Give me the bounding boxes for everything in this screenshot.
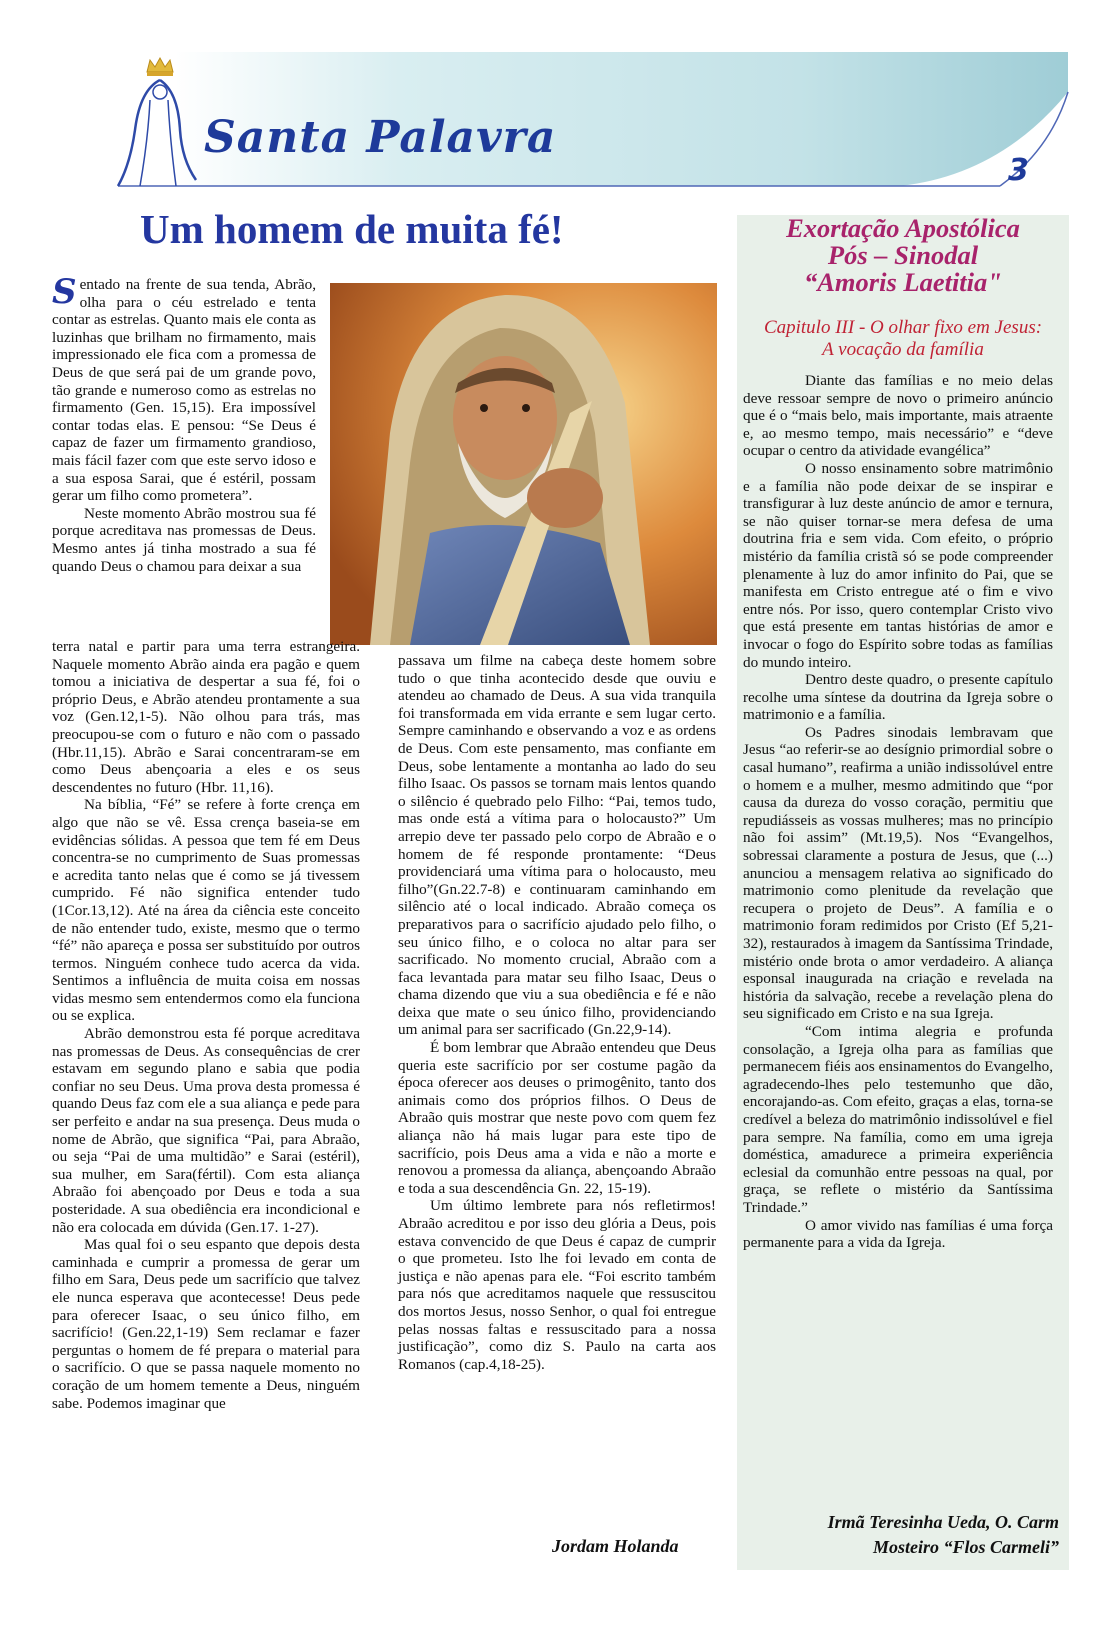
crown-icon (147, 58, 173, 76)
virgin-mary-outline-icon (0, 0, 210, 205)
logo-text: Santa Palavra (204, 112, 557, 163)
article-author: Jordam Holanda (552, 1536, 679, 1556)
drop-cap: S (52, 272, 77, 312)
sidebar-paragraph: “Com intima alegria e profunda consolação, a Igreja olha para as famílias que permanecem fiéis aos ensinamentos do Evangelho, agradecendo-lhes pelo testemunho que dão, encorajando-as. Com efeito, graças a elas, torna-se credível a beleza do matrimônio indissolúvel e fiel para sempre. Na família, como em uma igreja doméstica, amadurece a primeira experiência eclesial da comunhão entre pessoas na qual, por graça, se reflete o mistério da Santíssima Trindade.” (743, 1022, 1053, 1216)
article-paragraph: terra natal e partir para uma terra estrangeira. Naquele momento Abrão ainda era pagão e quem tomou a iniciativa de despertar a sua fé, foi o próprio Deus, e Abrão atendeu prontamente a sua voz (Gen.12,1-5). Não olhou para trás, mas preocupou-se com o futuro e não com o passado (Hbr.11,15). Abrão e Sarai concentraram-se em como Deus abençoaria a eles e os seus descendentes no futuro (Hbr. 11,16). (52, 638, 360, 796)
article-paragraph: Neste momento Abrão mostrou sua fé porque acreditava nas promessas de Deus. Mesmo antes já tinha mostrado a sua fé quando Deus o chamou para deixar a sua (52, 504, 316, 575)
sidebar-paragraph: Diante das famílias e no meio delas deve ressoar sempre de novo o primeiro anúncio que é o “mais belo, mais importante, mais atraente e, ao mesmo tempo, mais necessário” e “deve ocupar o centro da atividade evangélica” (743, 372, 1053, 460)
page-header (0, 0, 1119, 205)
page-number: 3 (1008, 153, 1029, 188)
abraham-illustration (330, 283, 717, 645)
sidebar-signature: Irmã Teresinha Ueda, O. Carm Mosteiro “Flos Carmeli” (827, 1512, 1059, 1557)
article-paragraph: Mas qual foi o seu espanto que depois desta caminhada e cumprir a promessa de gerar um filho em Sara, Deus pede um sacrifício que talvez ele nunca esperava que acontecesse! Deus pede para oferecer Isaac, o seu único filho, em sacrifício! (Gen.22,1-19) Sem reclamar e fazer perguntas o homem de fé prepara o material para o sacrifício. O que se passa naquele momento no coração de um homem temente a Deus, ninguém sabe. Podemos imaginar que (52, 1236, 360, 1412)
sidebar-subtitle: Capitulo III - O olhar fixo em Jesus: A vocação da família (763, 317, 1043, 360)
article-paragraph: Na bíblia, “Fé” se refere à forte crença em algo que não se vê. Essa crença baseia-se em evidências sólidas. A pessoa que tem fé em Deus concentra-se no cumprimento de Suas promessas e acredita tanto nelas que é como se já tivessem cumprido. Fé não significa entender tudo (1Cor.13,12). Até na área da ciência este conceito de não entender tudo, existe, mesmo que o termo “fé” não apareça e possa ser substituído por outros termos. Ninguém conhece tudo acerca da vida. Sentimos a influência de muita coisa em nossas vidas mesmo sem entendermos como ela funciona ou se explica. (52, 796, 360, 1025)
sidebar-box (737, 215, 1069, 1570)
article-paragraph: É bom lembrar que Abraão entendeu que Deus queria este sacrifício por ser costume pagão da época oferecer aos deuses o primogênito, tanto dos animais como dos próprios filhos. O Deus de Abraão quis mostrar que neste povo com quem fez aliança não há mais lugar para este tipo de sacrifício, pois Deus ama a vida e não a morte e renovou a promessa da aliança, abençoando Abraão e toda a sua descendência Gn. 22, 15-19). (398, 1039, 716, 1197)
sidebar-paragraph: Os Padres sinodais lembravam que Jesus “ao referir-se ao desígnio primordial sobre o casal humano”, reafirma a união indissolúvel entre o homem e a mulher, mesmo admitindo que “por causa da dureza do vosso coração, permitiu que repudiásseis as vossas mulheres; mas no princípio não foi assim” (Mt.19,5). Nos “Evangelhos, sobressai claramente a postura de Jesus, que (...) anunciou a mensagem relativa ao significado do matrimonio como plenitude da revelação que recupera o projeto de Deus”. A família e o matrimonio foram redimidos por Cristo (Ef 5,21-32), restaurados à imagem da Santíssima Trindade, mistério onde brota o amor verdadeiro. A aliança esponsal inaugurada na criação e revelada na história da salvação, recebe a revelação plena do seu significado em Cristo e na sua Igreja. (743, 723, 1053, 1023)
article-paragraph: Um último lembrete para nós refletirmos! Abraão acreditou e por isso deu glória a Deus, pois estava convencido de que Deus é capaz de cumprir o que prometeu. Isto lhe foi levado em conta de justiça e não apenas para ele. “Foi escrito também para nós que acreditamos naquele que ressuscitou dos mortos Jesus, nosso Senhor, o qual foi entregue pelas nossas faltas e ressuscitado para a nossa justificação”, como diz S. Paulo na carta aos Romanos (cap.4,18-25). (398, 1197, 716, 1373)
article-paragraph: Abrão demonstrou esta fé porque acreditava nas promessas de Deus. As consequências de crer estavam em segundo plano e sabia que podia confiar no seu Deus. Uma prova desta promessa é quando Deus faz com ele a sua aliança e pede para ser perfeito e andar na sua presença. Deus muda o nome de Abrão, que significa “Pai, para Abraão, ou seja “Pai de uma multidão” e Sarai (estéril), sua mulher, em Sara(fértil). Com esta aliança Abraão foi abençoado por Deus e toda a sua posteridade. A sua obediência era incondicional e não era colocada em dúvida (Gen.17. 1-27). (52, 1025, 360, 1236)
article-column-1-top (52, 272, 316, 575)
article-column-2 (398, 652, 716, 1373)
article-paragraph: Sentado na frente de sua tenda, Abrão, olha para o céu estrelado e tenta contar as estrelas. Quanto mais ele conta as luzinhas que brilham no firmamento, mais impressionado ele fica com a promessa de Deus de que será pai de um grande povo, tão grande e numeroso como as estrelas no firmamento (Gen. 15,15). Era impossível contar todas elas. E pensou: “Se Deus é capaz de fazer um firmamento grandioso, mais fácil fazer com que este servo idoso e a sua esposa Sarai, que é estéril, possam gerar um filho como prometera”. (52, 272, 316, 505)
article-paragraph: passava um filme na cabeça deste homem sobre tudo o que tinha acontecido desde que ouviu e atendeu ao chamado de Deus. A sua vida tranquila foi transformada em vida errante e sem lugar certo. Sempre caminhando e observando a voz e as ordens de Deus. Com este pensamento, mas confiante em Deus, sobe lentamente a montanha ao lado do seu filho Isaac. Os passos se tornam mais lentos quando o silêncio é quebrado pelo Filho: “Pai, temos tudo, mas onde está a vítima para o holocausto?” Um arrepio deve ter passado pelo corpo de Abraão e o homem de fé responde prontamente: “Deus providenciará uma vítima para o holocausto, meu filho”(Gn.22.7-8) e continuaram caminhando em silêncio até o local indicado. Abraão começa os preparativos para o sacrifício ajudado pelo filho, o seu único filho, e o coloca no altar para ser sacrificado. No momento crucial, Abraão com a faca levantada para matar seu filho Isaac, Deus o chama dizendo que viu a sua obediência e fé e não deixa que mate o seu único filho, providenciando um animal para ser sacrificado (Gn.22,9-14). (398, 652, 716, 1039)
sidebar-paragraph: O nosso ensinamento sobre matrimônio e a família não pode deixar de se inspirar e transfigurar à luz deste anúncio de amor e ternura, se não quiser tornar-se mera defesa de uma doutrina fria e sem vida. Com efeito, o próprio mistério da família cristã só se pode compreender plenamente à luz do amor infinito do Pai, que se manifesta em Cristo entregue até o fim e vivo entre nós. Por isso, quero contemplar Cristo vivo que está presente em tantas histórias de amor e invocar o fogo do Espírito sobre todas as famílias do mundo inteiro. (743, 459, 1053, 671)
article-title: Um homem de muita fé! (140, 206, 564, 252)
sidebar-paragraph: Dentro deste quadro, o presente capítulo recolhe uma síntese da doutrina da Igreja sobre o matrimonio e a família. (743, 671, 1053, 724)
sidebar-title: Exortação Apostólica Pós – Sinodal “Amoris Laetitia" (786, 213, 1020, 297)
sidebar-paragraph: O amor vivido nas famílias é uma força permanente para a vida da Igreja. (743, 1216, 1053, 1252)
article-column-1 (52, 638, 360, 1412)
sidebar-body (743, 372, 1053, 1252)
